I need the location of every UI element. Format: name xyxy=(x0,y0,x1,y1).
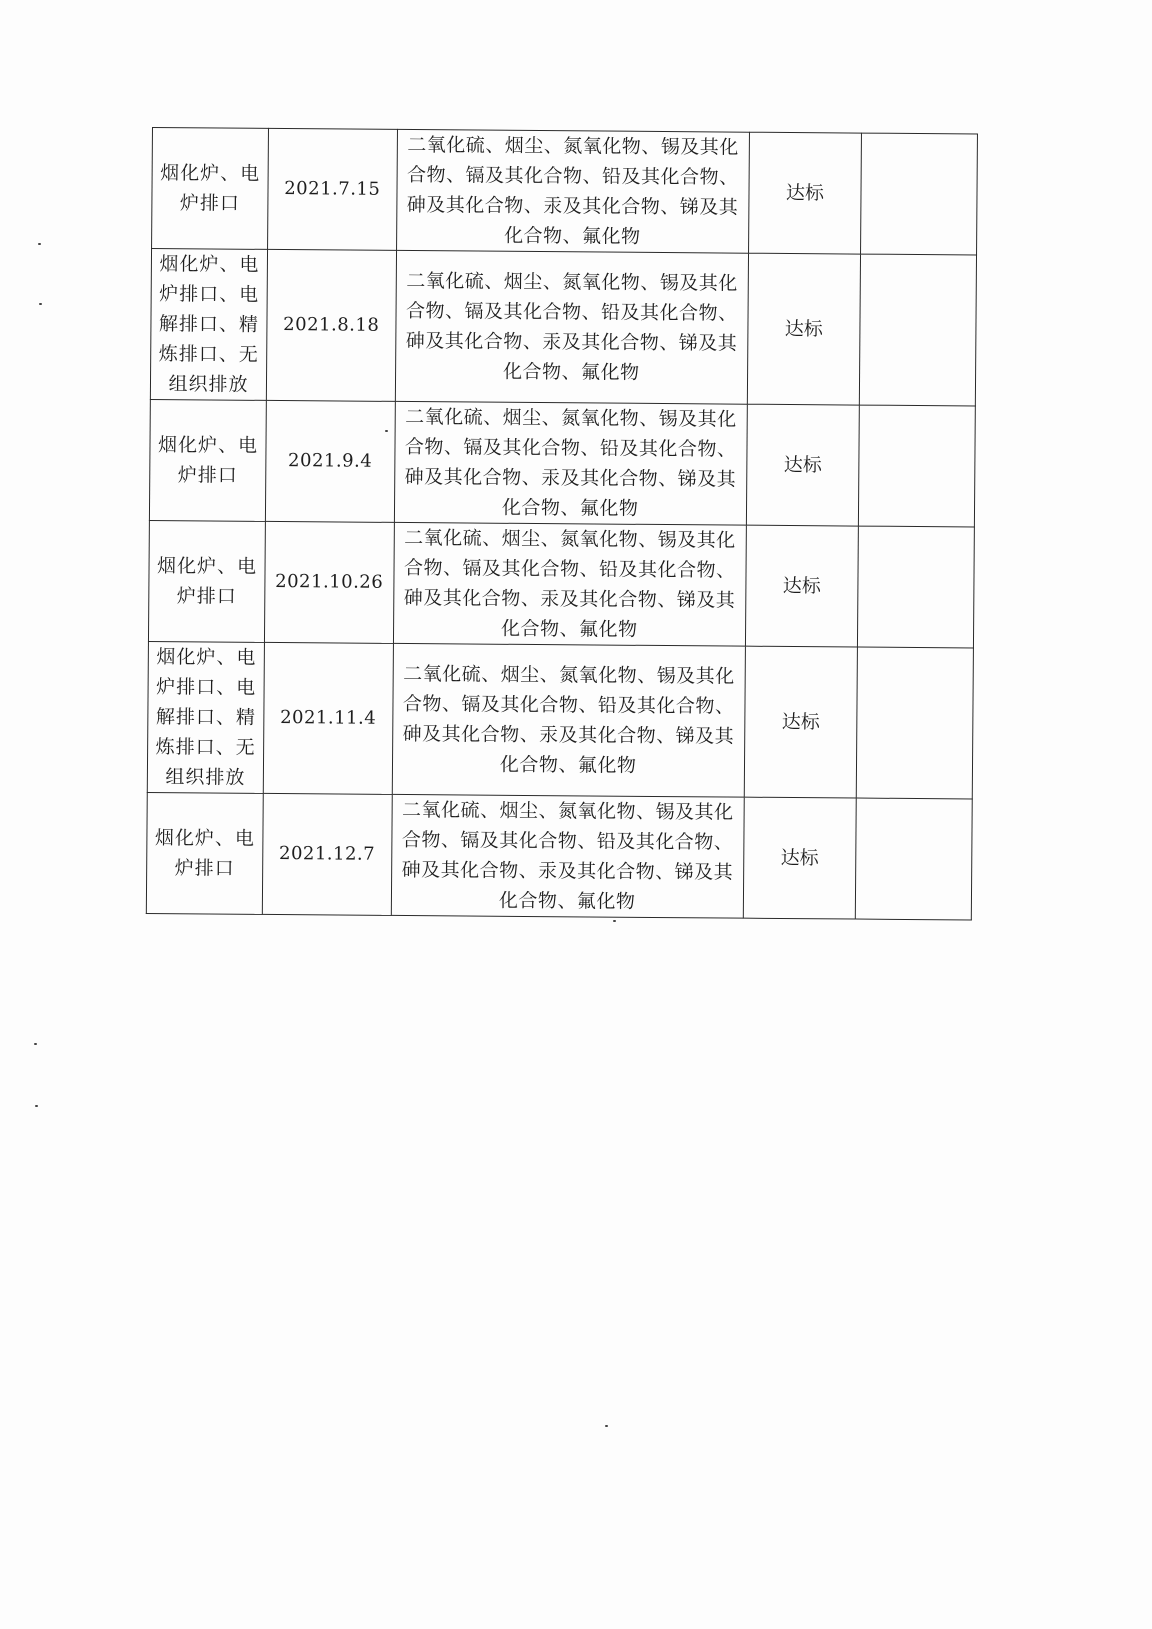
monitoring-results-table xyxy=(146,127,978,920)
table-row xyxy=(150,249,976,406)
pollutant-items-cell: 二氧化硫、烟尘、氮氧化物、锡及其化合物、镉及其化合物、铅及其化合物、砷及其化合物、汞及其化合物、锑及其化合物、氟化物 xyxy=(392,643,746,797)
date-cell: 2021.10.26 xyxy=(265,521,394,643)
result-cell: 达标 xyxy=(748,132,861,254)
table-row xyxy=(146,792,972,919)
scan-speck xyxy=(34,1043,37,1045)
result-cell: 达标 xyxy=(745,525,858,647)
date-cell: 2021.12.7 xyxy=(262,793,391,915)
date-cell: 2021.9.4 xyxy=(265,400,394,522)
location-cell: 烟化炉、电炉排口、电解排口、精炼排口、无组织排放 xyxy=(150,249,267,401)
pollutant-items-cell: 二氧化硫、烟尘、氮氧化物、锡及其化合物、镉及其化合物、铅及其化合物、砷及其化合物、汞及其化合物、锑及其化合物、氟化物 xyxy=(395,250,749,404)
note-cell xyxy=(856,647,973,799)
table-row xyxy=(149,399,975,526)
note-cell xyxy=(855,798,972,920)
location-cell: 烟化炉、电炉排口 xyxy=(148,520,265,642)
date-cell: 2021.11.4 xyxy=(263,642,393,794)
result-cell: 达标 xyxy=(746,404,859,526)
pollutant-items-cell: 二氧化硫、烟尘、氮氧化物、锡及其化合物、镉及其化合物、铅及其化合物、砷及其化合物、汞及其化合物、锑及其化合物、氟化物 xyxy=(393,522,746,646)
table-row xyxy=(148,520,974,647)
scan-speck xyxy=(38,243,41,245)
pollutant-items-cell: 二氧化硫、烟尘、氮氧化物、锡及其化合物、镉及其化合物、铅及其化合物、砷及其化合物、汞及其化合物、锑及其化合物、氟化物 xyxy=(394,401,747,525)
pollutant-items-cell: 二氧化硫、烟尘、氮氧化物、锡及其化合物、镉及其化合物、铅及其化合物、砷及其化合物、汞及其化合物、锑及其化合物、氟化物 xyxy=(396,129,749,253)
table-row xyxy=(147,641,973,798)
note-cell xyxy=(857,526,974,648)
location-cell: 烟化炉、电炉排口 xyxy=(146,792,263,914)
location-cell: 烟化炉、电炉排口、电解排口、精炼排口、无组织排放 xyxy=(147,641,264,793)
pollutant-items-cell: 二氧化硫、烟尘、氮氧化物、锡及其化合物、镉及其化合物、铅及其化合物、砷及其化合物、汞及其化合物、锑及其化合物、氟化物 xyxy=(391,794,744,918)
date-cell: 2021.7.15 xyxy=(268,128,397,250)
scan-speck xyxy=(605,1425,608,1427)
date-cell: 2021.8.18 xyxy=(266,249,396,401)
note-cell xyxy=(859,254,976,406)
scan-speck xyxy=(35,1105,38,1107)
table-row xyxy=(152,128,978,255)
result-cell: 达标 xyxy=(743,797,856,919)
result-cell: 达标 xyxy=(744,646,857,798)
scan-speck xyxy=(613,920,616,922)
scan-speck xyxy=(385,430,388,432)
location-cell: 烟化炉、电炉排口 xyxy=(152,128,269,250)
scan-speck xyxy=(39,303,42,305)
location-cell: 烟化炉、电炉排口 xyxy=(149,399,266,521)
result-cell: 达标 xyxy=(747,253,860,405)
note-cell xyxy=(860,133,977,255)
note-cell xyxy=(858,405,975,527)
